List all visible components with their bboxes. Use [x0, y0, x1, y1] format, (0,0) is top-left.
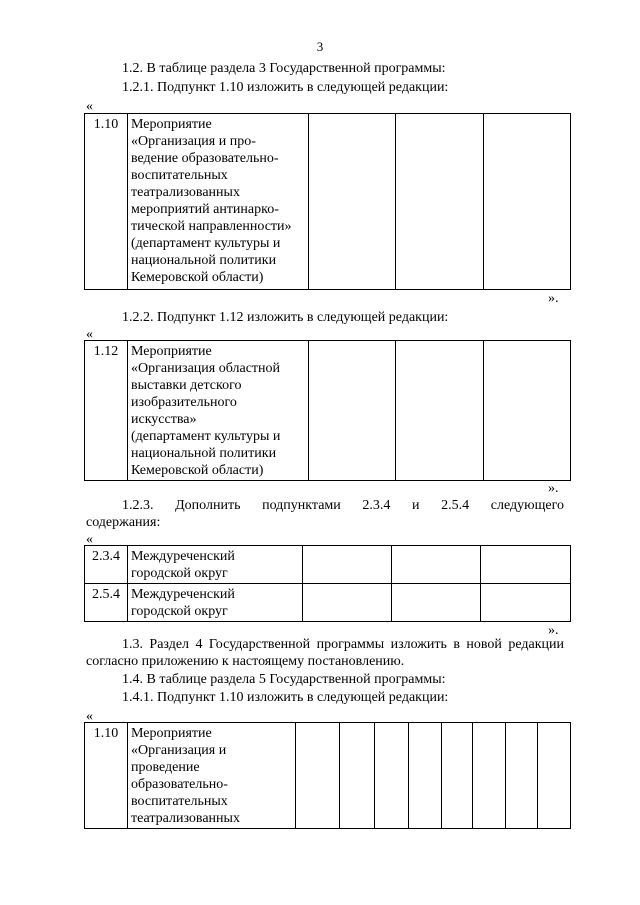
close-quote: ». — [548, 291, 559, 306]
row-description: Междуреченский городской округ — [128, 546, 303, 584]
open-quote: « — [86, 709, 93, 724]
paragraph-1-2-2: 1.2.2. Подпункт 1.12 изложить в следующей редакции: — [122, 310, 449, 325]
open-quote: « — [86, 532, 93, 547]
paragraph-1-2-3-cont: содержания: — [86, 515, 161, 530]
row-number: 2.5.4 — [85, 584, 128, 622]
row-number: 2.3.4 — [85, 546, 128, 584]
page-number: 3 — [316, 39, 324, 54]
row-number: 1.10 — [85, 114, 128, 290]
row-description: Мероприятие «Организация и про- ведение образовательно- воспитательных театрализованных мероприятий антинарко- тической направленности» (департамент культуры и национальной политики Кемеровской области) — [128, 114, 309, 290]
paragraph-1-2: 1.2. В таблице раздела 3 Государственной программы: — [122, 61, 446, 76]
table-row — [85, 341, 571, 481]
table-item-1-10-section5 — [84, 722, 571, 829]
row-description: Мероприятие «Организация и проведение образовательно- воспитательных театрализованных — [128, 723, 296, 829]
row-number: 1.10 — [85, 723, 128, 829]
row-description: Мероприятие «Организация областной выставки детского изобразительного искусства» (департамент культуры и национальной политики Кемеровской области) — [128, 341, 309, 481]
row-description: Междуреченский городской округ — [128, 584, 303, 622]
open-quote: « — [86, 99, 93, 114]
table-item-1-12 — [84, 340, 571, 481]
table-row — [85, 723, 571, 829]
paragraph-1-3: 1.3. Раздел 4 Государственной программы изложить в новой редакции согласно приложению к настоящему постановлению. — [86, 637, 564, 669]
paragraph-1-2-3: 1.2.3. Дополнить подпунктами 2.3.4 и 2.5.4 следующего — [122, 498, 564, 513]
table-row — [85, 584, 571, 622]
row-number: 1.12 — [85, 341, 128, 481]
table-items-2-3-4-2-5-4 — [84, 545, 571, 622]
open-quote: « — [86, 327, 93, 342]
table-item-1-10 — [84, 113, 571, 290]
table-row — [85, 114, 571, 290]
table-row — [85, 546, 571, 584]
close-quote: ». — [548, 481, 559, 496]
paragraph-1-2-1: 1.2.1. Подпункт 1.10 изложить в следующей редакции: — [122, 80, 449, 95]
close-quote: ». — [548, 623, 559, 638]
paragraph-1-4-1: 1.4.1. Подпункт 1.10 изложить в следующей редакции: — [122, 690, 449, 705]
paragraph-1-4: 1.4. В таблице раздела 5 Государственной программы: — [122, 672, 446, 687]
